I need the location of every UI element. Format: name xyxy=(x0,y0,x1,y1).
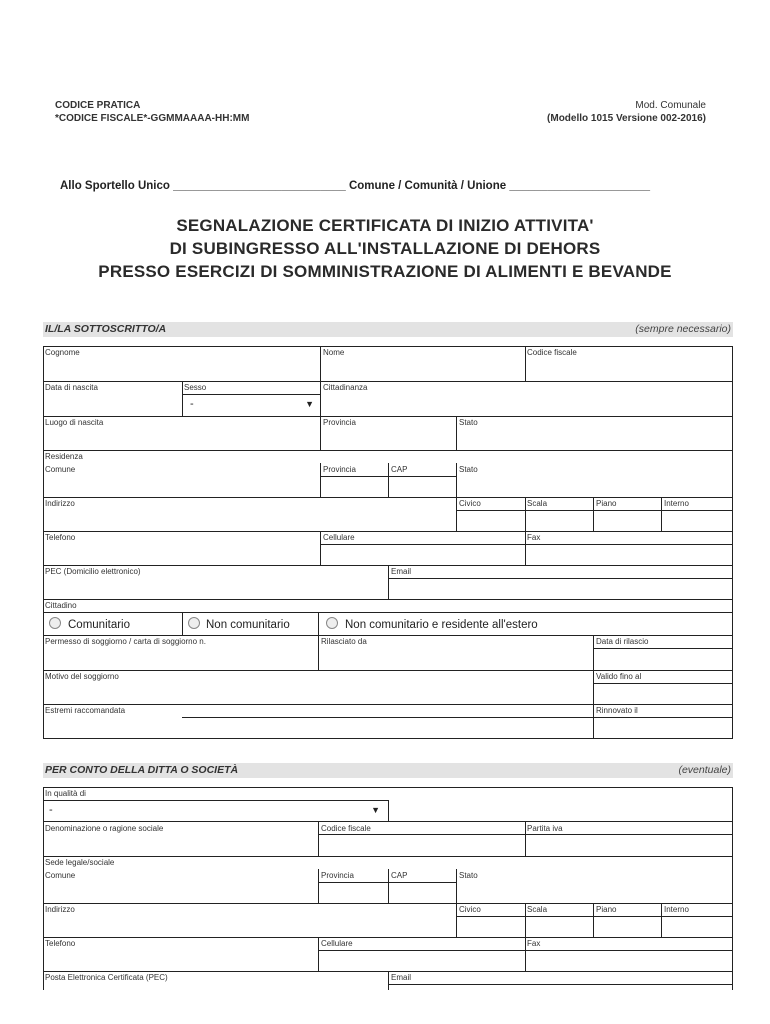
title-line-2: DI SUBINGRESSO ALL'INSTALLAZIONE DI DEHORS xyxy=(169,239,601,258)
cap-label: CAP xyxy=(391,465,408,474)
motivo-label: Motivo del soggiorno xyxy=(45,672,119,681)
data-nascita-label: Data di nascita xyxy=(45,383,98,392)
ditta-provincia-label: Provincia xyxy=(321,871,354,880)
nome-field[interactable] xyxy=(321,359,525,380)
data-rilascio-label: Data di rilascio xyxy=(596,637,649,646)
stato-label: Stato xyxy=(459,418,478,427)
valido-fino-label: Valido fino al xyxy=(596,672,642,681)
piano-label: Piano xyxy=(596,499,617,508)
mod-comunale-label: Mod. Comunale xyxy=(635,100,706,111)
cittadinanza-label: Cittadinanza xyxy=(323,383,368,392)
section-note: (sempre necessario) xyxy=(635,323,731,335)
codice-fiscale-field[interactable] xyxy=(526,359,732,380)
ditta-comune-label: Comune xyxy=(45,871,76,880)
in-qualita-extra-field[interactable] xyxy=(389,788,732,821)
title-line-1: SEGNALAZIONE CERTIFICATA DI INIZIO ATTIVITA' xyxy=(176,216,594,235)
radio-comunitario[interactable] xyxy=(49,617,61,629)
cognome-field[interactable] xyxy=(44,359,320,380)
cognome-label: Cognome xyxy=(45,348,80,357)
sportello-line: Allo Sportello Unico ___________________________ Comune / Comunità / Unione ______________________ xyxy=(60,180,651,192)
codice-fiscale-label: Codice fiscale xyxy=(527,348,577,357)
ditta-cellulare-label: Cellulare xyxy=(321,939,353,948)
section-ditta-heading: PER CONTO DELLA DITTA O SOCIETÀ xyxy=(45,764,239,776)
pec-field[interactable] xyxy=(44,578,388,598)
in-qualita-value: - xyxy=(49,804,53,816)
ditta-civico-label: Civico xyxy=(459,905,481,914)
section-ditta-note: (eventuale) xyxy=(678,764,731,776)
rilasciato-da-label: Rilasciato da xyxy=(321,637,367,646)
ditta-piano-label: Piano xyxy=(596,905,617,914)
chevron-down-icon: ▼ xyxy=(371,805,380,815)
permesso-label: Permesso di soggiorno / carta di soggiorno n. xyxy=(45,637,206,646)
indirizzo-label: Indirizzo xyxy=(45,499,75,508)
ditta-email-label: Email xyxy=(391,973,412,982)
fax-label: Fax xyxy=(527,533,541,542)
ditta-cap-label: CAP xyxy=(391,871,408,880)
modello-version: (Modello 1015 Versione 002-2016) xyxy=(547,113,706,124)
estremi-field[interactable] xyxy=(44,717,593,737)
sesso-select[interactable] xyxy=(183,395,320,415)
ditta-indirizzo-field[interactable] xyxy=(44,916,456,936)
radio-non-com-estero[interactable] xyxy=(326,617,338,629)
ditta-comune-field[interactable] xyxy=(44,882,318,902)
ditta-scala-label: Scala xyxy=(527,905,548,914)
rinnovato-label: Rinnovato il xyxy=(596,706,638,715)
provincia-nascita-field[interactable] xyxy=(321,428,456,449)
section-heading: IL/LA SOTTOSCRITTO/A xyxy=(45,323,167,335)
residenza-label: Residenza xyxy=(45,452,83,461)
estremi-label: Estremi raccomandata xyxy=(45,706,126,715)
provincia-res-label: Provincia xyxy=(323,465,356,474)
ditta-telefono-label: Telefono xyxy=(45,939,76,948)
pec-label: PEC (Domicilio elettronico) xyxy=(45,567,141,576)
motivo-field[interactable] xyxy=(44,683,593,703)
sesso-value: - xyxy=(190,398,194,410)
title-line-3: PRESSO ESERCIZI DI SOMMINISTRAZIONE DI ALIMENTI E BEVANDE xyxy=(98,262,672,281)
luogo-nascita-field[interactable] xyxy=(44,428,320,449)
partita-iva-label: Partita iva xyxy=(527,824,563,833)
provincia-label: Provincia xyxy=(323,418,356,427)
in-qualita-label: In qualità di xyxy=(45,789,86,798)
codice-fiscale-pattern: *CODICE FISCALE*-GGMMAAAA-HH:MM xyxy=(55,113,250,124)
in-qualita-select[interactable] xyxy=(44,801,388,821)
section-ditta xyxy=(43,763,733,778)
indirizzo-field[interactable] xyxy=(44,510,456,530)
ditta-pec-label: Posta Elettronica Certificata (PEC) xyxy=(45,973,168,982)
stato-nascita-field[interactable] xyxy=(457,428,732,449)
cittadino-label: Cittadino xyxy=(45,601,77,610)
radio-non-comunitario-label: Non comunitario xyxy=(206,619,290,631)
data-nascita-field[interactable] xyxy=(44,394,182,415)
stato-res-label: Stato xyxy=(459,465,478,474)
nome-label: Nome xyxy=(323,348,345,357)
interno-label: Interno xyxy=(664,499,689,508)
ditta-codice-fiscale-label: Codice fiscale xyxy=(321,824,371,833)
comune-field[interactable] xyxy=(44,476,320,496)
ditta-fax-label: Fax xyxy=(527,939,541,948)
email-label: Email xyxy=(391,567,412,576)
radio-comunitario-label: Comunitario xyxy=(68,619,130,631)
radio-non-comunitario[interactable] xyxy=(188,617,200,629)
ditta-telefono-field[interactable] xyxy=(44,950,318,970)
chevron-down-icon: ▼ xyxy=(305,399,314,409)
ditta-stato-label: Stato xyxy=(459,871,478,880)
civico-label: Civico xyxy=(459,499,481,508)
denominazione-field[interactable] xyxy=(44,834,318,855)
comune-label: Comune xyxy=(45,465,76,474)
codice-pratica-label: CODICE PRATICA xyxy=(55,100,141,111)
ditta-interno-label: Interno xyxy=(664,905,689,914)
sesso-label: Sesso xyxy=(184,383,207,392)
radio-non-com-estero-label: Non comunitario e residente all'estero xyxy=(345,619,538,631)
telefono-field[interactable] xyxy=(44,544,320,564)
cellulare-label: Cellulare xyxy=(323,533,355,542)
section-sottoscritto xyxy=(43,322,733,337)
luogo-nascita-label: Luogo di nascita xyxy=(45,418,104,427)
telefono-label: Telefono xyxy=(45,533,76,542)
denominazione-label: Denominazione o ragione sociale xyxy=(45,824,164,833)
ditta-indirizzo-label: Indirizzo xyxy=(45,905,75,914)
scala-label: Scala xyxy=(527,499,548,508)
sede-label: Sede legale/sociale xyxy=(45,858,115,867)
cittadinanza-field[interactable] xyxy=(321,394,732,415)
permesso-field[interactable] xyxy=(44,648,318,669)
